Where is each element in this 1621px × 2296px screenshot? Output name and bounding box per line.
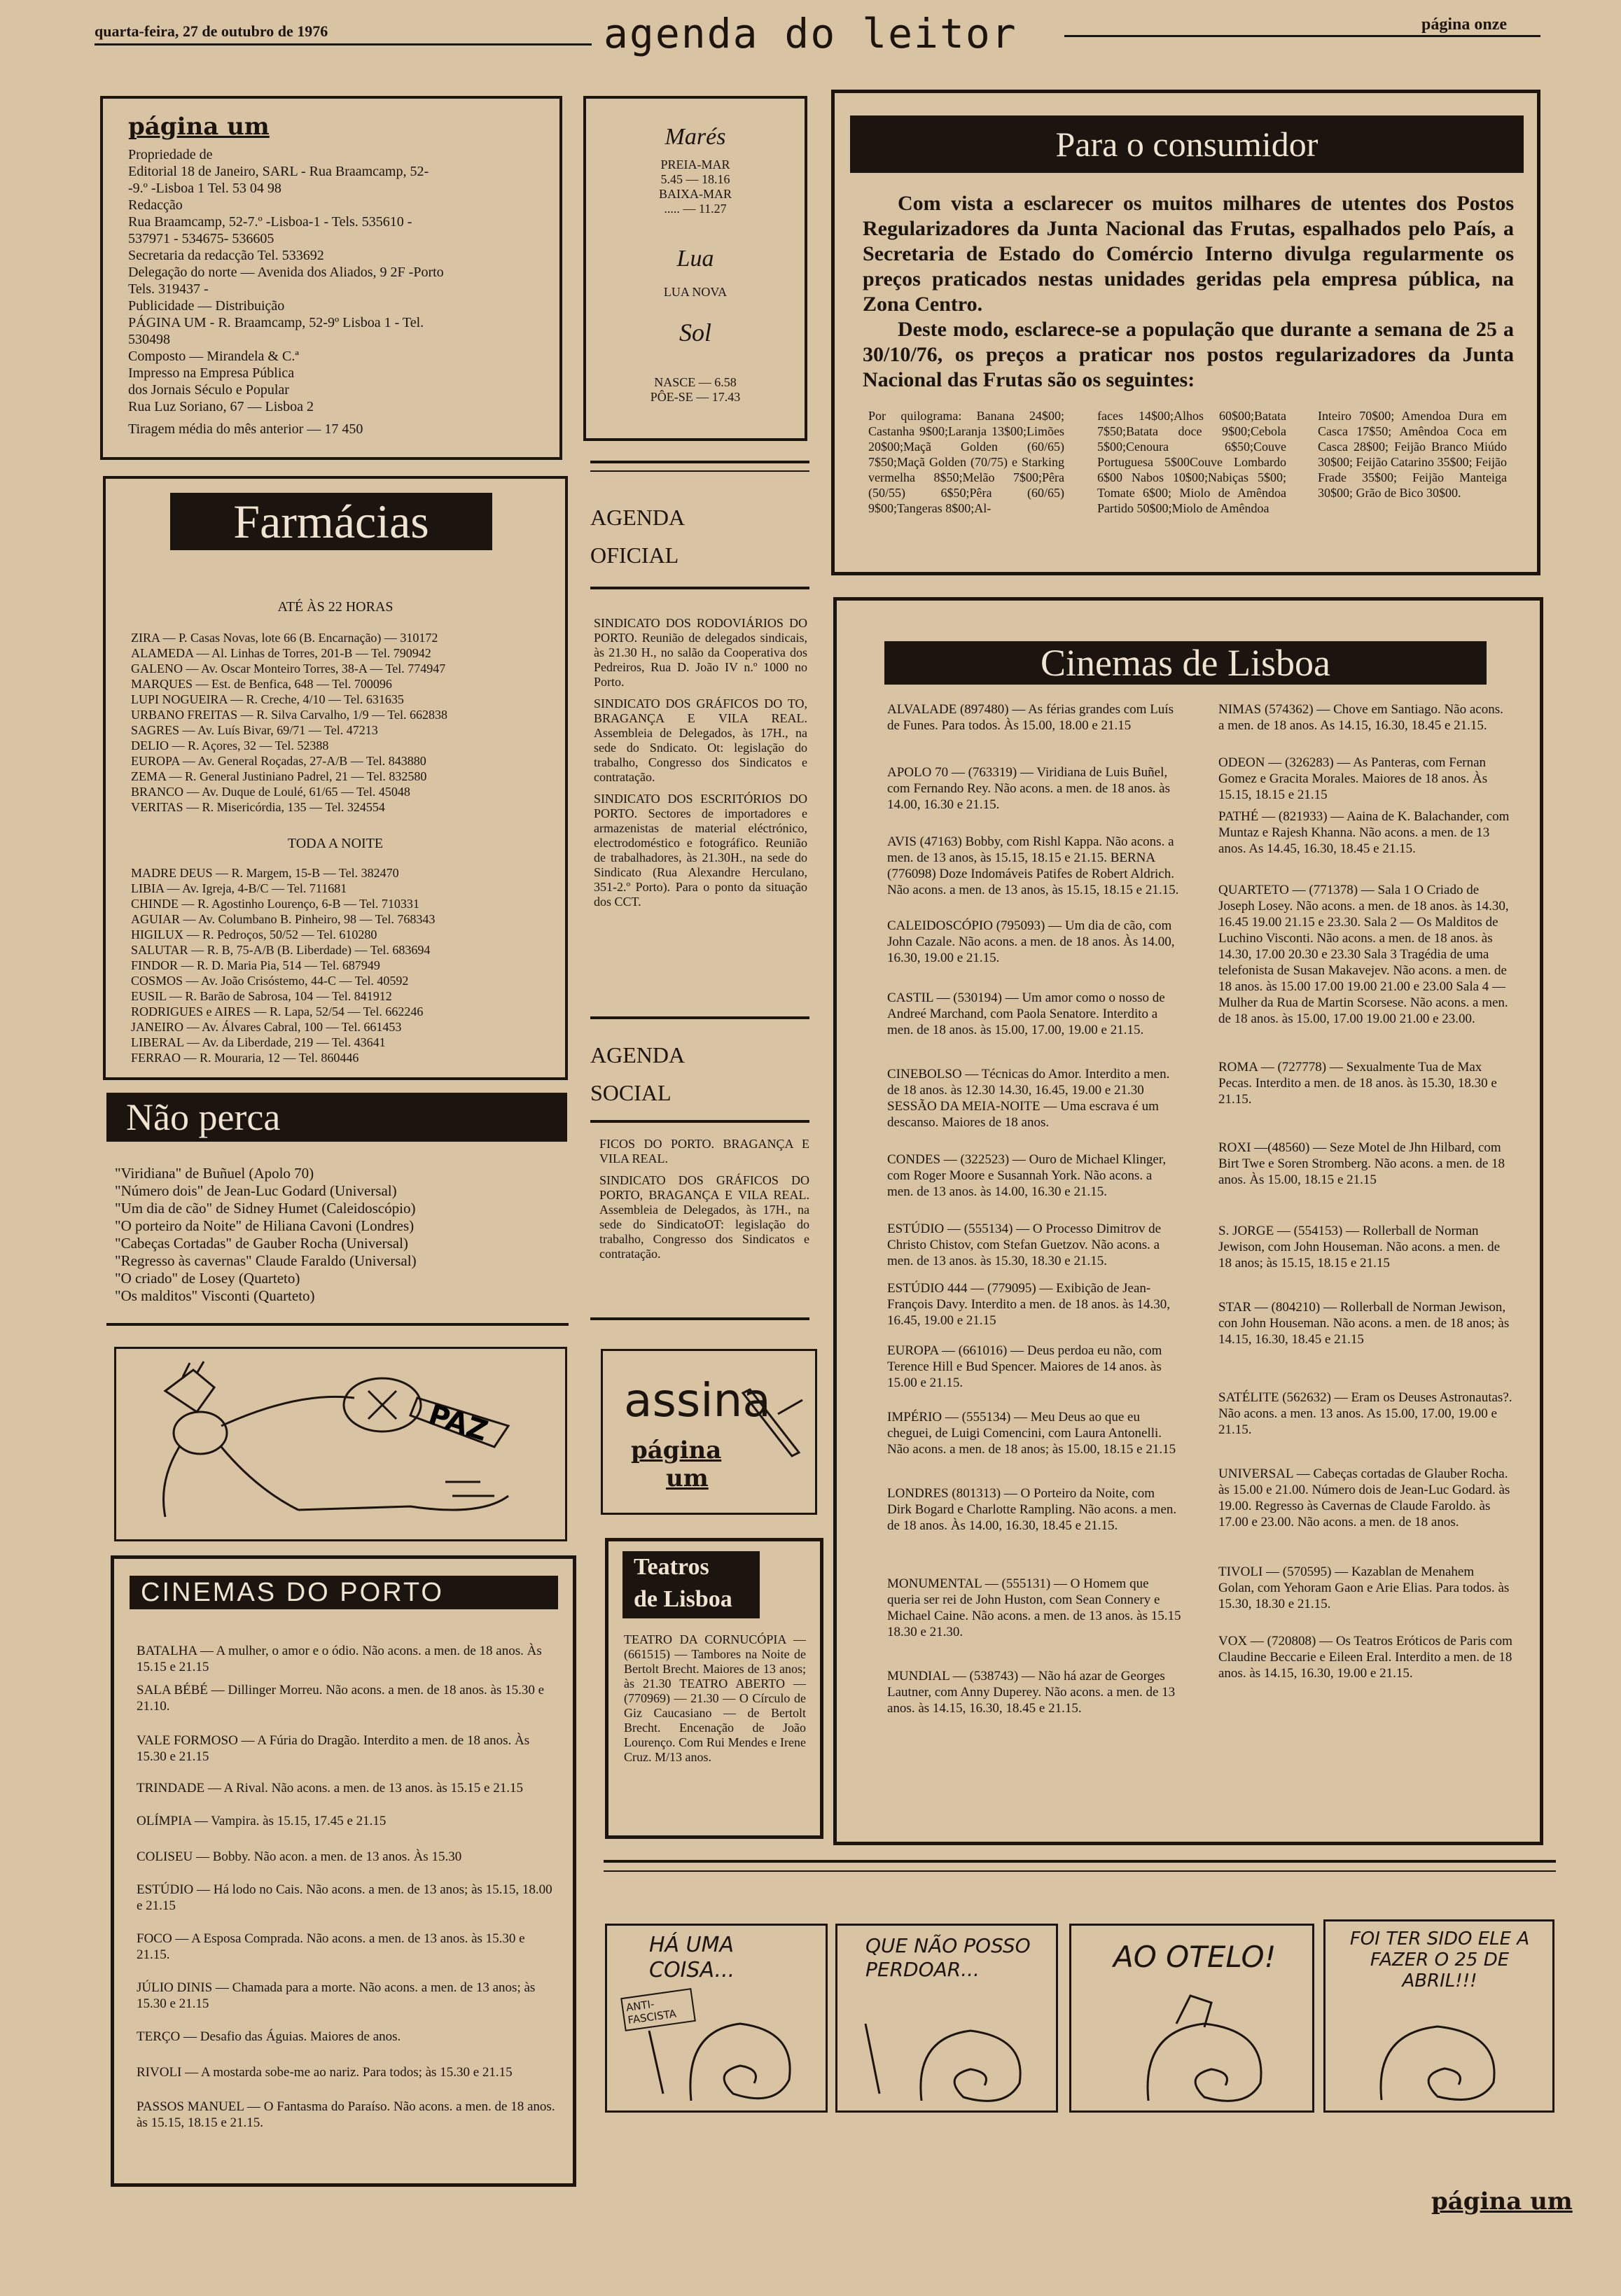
cartoon-paz-text: PAZ — [424, 1399, 492, 1448]
farmacia-item: EUROPA — Av. General Roçadas, 27-A/B — Tel. 843880 — [131, 754, 426, 768]
cinema-porto-item: ESTÚDIO — Há lodo no Cais. Não acons. a men. de 13 anos; às 15.15, 18.00 e 21.15 — [137, 1882, 552, 1913]
comic-panel-3-drawing — [1071, 1926, 1312, 2110]
cinema-porto-item: RIVOLI — A mostarda sobe-me ao nariz. Para todos; às 15.30 e 21.15 — [137, 2065, 513, 2080]
farmacia-item: DELIO — R. Açores, 32 — Tel. 52388 — [131, 738, 329, 752]
masthead-line: dos Jornais Século e Popular — [128, 382, 289, 398]
masthead-line: PÁGINA UM - R. Braamcamp, 52-9º Lisboa 1 - Tel. — [128, 315, 424, 330]
cinema-porto-item: BATALHA — A mulher, o amor e o ódio. Não acons. a men. de 18 anos. Às 15.15 e 21.15 — [137, 1644, 542, 1674]
cinemas-lisboa-right-col — [1218, 701, 1512, 1697]
consumidor-col-2: faces 14$00;Alhos 60$00;Batata 7$50;Batata doce 9$00;Cebola 5$00;Cenoura 6$50;Couve Portuguesa 5$00Couve Lombardo 6$00 Nabos 10$00;Nabiças 5$00; Tomate 6$00; Miolo de Amêndoa Partido 50$00;Miolo de Amêndoa — [1097, 409, 1286, 515]
cinema-porto-item: TRINDADE — A Rival. Não acons. a men. de 13 anos. às 15.15 e 21.15 — [137, 1781, 523, 1795]
cinemas-lisboa-title: Cinemas de Lisboa — [884, 641, 1487, 685]
masthead-line: Rua Braamcamp, 52-7.º -Lisboa-1 - Tels. 535610 - — [128, 214, 412, 230]
header-rule-left — [95, 43, 592, 46]
consumidor-intro-1: Com vista a esclarecer os muitos milhares de utentes dos Postos Regularizadores da Junta Nacional das Frutas, espalhados pelo País, a Secretaria de Estado do Comércio Interno divulga regularmente os preços praticados nestas unidades geridas pela empresa pública, na Zona Centro. — [863, 192, 1514, 316]
farmacia-item: EUSIL — R. Barão de Sabrosa, 104 — Tel. 841912 — [131, 989, 392, 1003]
farmacia-item: LIBIA — Av. Igreja, 4-B/C — Tel. 711681 — [131, 881, 347, 895]
cinema-lisboa-item: CALEIDOSCÓPIO (795093) — Um dia de cão, com John Cazale. Não acons. a men. de 18 anos. Às 14.00, 16.30, 19.00 e 21.15. — [887, 918, 1175, 965]
nao-perca-list — [115, 1165, 563, 1305]
farmacia-item: AGUIAR — Av. Columbano B. Pinheiro, 98 — Tel. 768343 — [131, 912, 436, 926]
mares-baixa: BAIXA-MAR — [658, 187, 732, 201]
farmacia-item: SAGRES — Av. Luís Bivar, 69/71 — Tel. 47213 — [131, 723, 378, 737]
agenda-rule-3 — [590, 587, 809, 589]
agenda-rule-1 — [590, 461, 809, 463]
masthead-line: Impresso na Empresa Pública — [128, 365, 295, 381]
cinema-lisboa-item: STAR — (804210) — Rollerball de Norman Jewison, con John Houseman. Não acons. a men. de 18 anos; às 14.15, 16.30, 18.45 e 21.15 — [1218, 1300, 1510, 1347]
comic-panel-1-text: HÁ UMA COISA... — [649, 1933, 735, 1982]
cinema-lisboa-item: CINEBOLSO — Técnicas do Amor. Interdito a men. de 18 anos. às 12.30 14.30, 16.45, 19.00 e 21.30 SESSÃO DA MEIA-NOITE — Uma escrava é um descanso. Maiores de 18 anos. — [887, 1067, 1170, 1130]
agenda-paragraph: SINDICATO DOS RODOVIÁRIOS DO PORTO. Reunião de delegados sindicais, às 21.30 H., no salão da Cooperativa dos Pedreiros, Rua D. João IV n.º 1000 no Porto. — [594, 616, 807, 689]
nao-perca-rule — [106, 1323, 569, 1326]
agenda-paragraph: FICOS DO PORTO. BRAGANÇA E VILA REAL. — [599, 1137, 809, 1166]
cinema-porto-item: JÚLIO DINIS — Chamada para a morte. Não acons. a men. de 13 anos; às 15.30 e 21.15 — [137, 1980, 536, 2011]
assina-line2: página — [631, 1436, 722, 1464]
masthead-line: Rua Luz Soriano, 67 — Lisboa 2 — [128, 399, 314, 414]
consumidor-col-3: Inteiro 70$00; Amendoa Dura em Casca 17$50; Amêndoa Coca em Casca 28$00; Feijão Branco Miúdo 30$00; Feijão Catarino 35$00; Feijão Frade 35$00; Feijão Manteiga 30$00; Grão de Bico 30$00. — [1318, 409, 1507, 500]
cinema-lisboa-item: CONDES — (322523) — Ouro de Michael Klinger, com Roger Moore e Susannah York. Não acons. a men. de 13 anos. às 14.00, 16.30 e 21.15. — [887, 1152, 1167, 1199]
cinema-lisboa-item: EUROPA — (661016) — Deus perdoa eu não, com Terence Hill e Bud Spencer. Maiores de 14 anos. às 15.00 e 21.15. — [887, 1343, 1162, 1390]
comic-rule-top-2 — [604, 1870, 1556, 1872]
pen-icon — [736, 1386, 806, 1470]
mares-preia-value: 5.45 — 18.16 — [660, 172, 730, 186]
cartoon-paz-drawing — [116, 1349, 565, 1539]
farmacia-item: FERRAO — R. Mouraria, 12 — Tel. 860446 — [131, 1051, 359, 1065]
cinema-lisboa-item: ROXI —(48560) — Seze Motel de Jhn Hilbard, com Birt Twe e Soren Stromberg. Não acons. a men. de 18 anos. Às 15.00, 18.15 e 21.15 — [1218, 1140, 1505, 1187]
cinema-porto-item: TERÇO — Desafio das Águias. Maiores de anos. — [137, 2029, 401, 2044]
cartoon-paz-box — [114, 1347, 567, 1541]
teatros-title — [622, 1551, 760, 1618]
cinemas-porto-title: CINEMAS DO PORTO — [130, 1576, 558, 1609]
masthead-line: Propriedade de — [128, 147, 213, 162]
sol-title: Sol — [679, 318, 711, 346]
teatros-title-1: Teatros — [634, 1554, 709, 1580]
masthead-tiragem: Tiragem média do mês anterior — 17 450 — [128, 421, 363, 437]
farmacia-item: FINDOR — R. D. Maria Pia, 514 — Tel. 687949 — [131, 958, 380, 972]
farmacia-item: ZEMA — R. General Justiniano Padrel, 21 — Tel. 832580 — [131, 769, 427, 783]
farmacia-item: MADRE DEUS — R. Margem, 15-B — Tel. 382470 — [131, 866, 399, 880]
farmacia-item: LIBERAL — Av. da Liberdade, 219 — Tel. 43641 — [131, 1035, 386, 1049]
consumidor-box — [831, 90, 1540, 575]
farmacia-item: LUPI NOGUEIRA — R. Creche, 4/10 — Tel. 631635 — [131, 692, 404, 706]
cinema-lisboa-item: NIMAS (574362) — Chove em Santiago. Não acons. a men. de 18 anos. As 14.15, 16.30, 18.45 e 21.15. — [1218, 702, 1503, 733]
header-page: página onze — [1421, 15, 1508, 34]
sol-poe: PÔE-SE — 17.43 — [650, 390, 741, 404]
farmacia-item: VERITAS — R. Misericórdia, 135 — Tel. 324554 — [131, 800, 385, 814]
masthead-line: Composto — Mirandela & C.ª — [128, 349, 299, 364]
consumidor-intro — [863, 191, 1514, 393]
farmacia-item: CHINDE — R. Agostinho Lourenço, 6-B — Tel. 710331 — [131, 897, 419, 911]
farmacia-item: ZIRA — P. Casas Novas, lote 66 (B. Encarnação) — 310172 — [131, 631, 438, 645]
cinema-lisboa-item: CASTIL — (530194) — Um amor como o nosso de Andreé Marchand, com Paola Senatore. Interdito a men. de 18 anos. às 15.00, 17.00, 19.00 e 21.15. — [887, 990, 1165, 1037]
cinema-lisboa-item: AVIS (47163) Bobby, com Rishl Kappa. Não acons. a men. de 13 anos, às 15.15, 18.15 e 21.15. BERNA (776098) Doze Indomáveis Patifes de Robert Aldrich. Não acons. a men. de 13 anos, às 15.15, 18.15 e 21.15. — [887, 834, 1179, 897]
cinema-lisboa-item: TIVOLI — (570595) — Kazablan de Menahem Golan, com Yehoram Gaon e Arie Elias. Para todos. às 15.30, 18.30 e 21.15. — [1218, 1564, 1510, 1611]
cinema-lisboa-item: ESTÚDIO 444 — (779095) — Exibição de Jean-François Davy. Interdito a men. de 18 anos. às 14.30, 16.45, 19.00 e 21.15 — [887, 1281, 1171, 1328]
cinema-lisboa-item: MUNDIAL — (538743) — Não há azar de Georges Lautner, com Anny Duperey. Não acons. a men. de 13 anos. às 14.15, 16.30, 18.45 e 21.15. — [887, 1669, 1176, 1716]
masthead-line: Redacção — [128, 197, 183, 213]
farmacia-item: BRANCO — Av. Duque de Loulé, 61/65 — Tel. 45048 — [131, 785, 410, 799]
comic-panel-2 — [835, 1924, 1058, 2113]
farmacia-item: HIGILUX — R. Pedroços, 50/52 — Tel. 610280 — [131, 927, 377, 941]
agenda-oficial-title — [590, 498, 685, 574]
sol-nasce: NASCE — 6.58 — [654, 375, 737, 389]
agenda-social-title — [590, 1036, 685, 1112]
cinema-porto-item: COLISEU — Bobby. Não acon. a men. de 13 anos. Às 15.30 — [137, 1849, 462, 1864]
agenda-oficial-body — [594, 616, 807, 916]
mares-box — [583, 96, 807, 441]
consumidor-col-1: Por quilograma: Banana 24$00; Castanha 9$00;Laranja 13$00;Limões 20$00;Maçã Golden (60/65) 7$50;Maçã Golden (70/75) e Starking vermelha 8$50;Melão 7$00;Pêra (50/55) 6$50;Pêra (60/65) 9$00;Tangeras 8$00;Al- — [868, 409, 1064, 515]
agenda-social-title-1: AGENDA — [590, 1042, 686, 1068]
comic-rule-top — [604, 1860, 1556, 1863]
cinema-lisboa-item: ALVALADE (897480) — As férias grandes com Luís de Funes. Para todos. Às 15.00, 18.00 e 21.15 — [887, 702, 1174, 733]
comic-panel-4-text: FOI TER SIDO ELE A FAZER O 25 DE ABRIL!!! — [1349, 1928, 1530, 1991]
header-date: quarta-feira, 27 de outubro de 1976 — [95, 22, 328, 40]
farmacias-box — [103, 476, 568, 1080]
agenda-paragraph: SINDICATO DOS GRÁFICOS DO PORTO, BRAGANÇA E VILA REAL. Assembleia de Delegados, às 17H., na sede do SindicatoOT: legislação do trabalho, Congresso dos Sindicatos e contratação. — [599, 1173, 809, 1261]
cinema-lisboa-item: UNIVERSAL — Cabeças cortadas de Glauber Rocha. às 15.00 e 21.00. Número dois de Jean-Luc Godard. às 19.00. Regresso às Cavernas de Claude Faroldo. às 17.00 e 23.00. Não acons. a men. de 18 anos. — [1218, 1466, 1510, 1530]
cinemas-lisboa-box — [833, 597, 1543, 1845]
nao-perca-item: "Viridiana" de Buñuel (Apolo 70) — [115, 1165, 314, 1182]
masthead-box — [100, 96, 562, 460]
nao-perca-item: "Regresso às cavernas" Claude Faraldo (Universal) — [115, 1252, 417, 1269]
farmacia-item: MARQUES — Est. de Benfica, 648 — Tel. 700096 — [131, 677, 392, 691]
masthead-logo: página um — [128, 113, 270, 141]
nao-perca-item: "Cabeças Cortadas" de Gauber Rocha (Universal) — [115, 1235, 408, 1252]
teatros-text: TEATRO DA CORNUCÓPIA — (661515) — Tambores na Noite de Bertolt Brecht. Maiores de 13 anos; às 21.30 TEATRO ABERTO — (770969) — 21.30 — O Círculo de Giz Caucasiano — de Bertolt Brecht. Encenação de João Lourenço. Com Rui Mendes e Irene Cruz. M/13 anos. — [624, 1632, 806, 1764]
comic-panel-2-drawing — [837, 1926, 1056, 2110]
nao-perca-item: "Os malditos" Visconti (Quarteto) — [115, 1287, 315, 1304]
farmacias-sub1: ATÉ ÀS 22 HORAS — [277, 599, 394, 615]
cinema-lisboa-item: APOLO 70 — (763319) — Viridiana de Luis Buñel, com Fernando Rey. Não acons. a men. de 18 anos. às 14.00, 16.30 e 21.15. — [887, 765, 1170, 812]
comic-panel-1 — [605, 1924, 828, 2113]
nao-perca-item: "O porteiro da Noite" de Hiliana Cavoni (Londres) — [115, 1217, 415, 1234]
mares-baixa-value: ..... — 11.27 — [664, 202, 727, 216]
cinema-porto-item: SALA BÉBÉ — Dillinger Morreu. Não acons. a men. de 18 anos. às 15.30 e 21.10. — [137, 1683, 545, 1714]
agenda-oficial-title-2: OFICIAL — [590, 542, 679, 568]
comic-panel-3 — [1069, 1924, 1314, 2113]
agenda-social-title-2: SOCIAL — [590, 1080, 672, 1105]
comic-panel-1-drawing — [607, 1926, 826, 2110]
masthead-line: Secretaria da redacção Tel. 533692 — [128, 248, 324, 263]
footer-logo: página um — [1431, 2188, 1573, 2216]
cinema-porto-item: OLÍMPIA — Vampira. às 15.15, 17.45 e 21.15 — [137, 1814, 387, 1828]
cinema-lisboa-item: SATÉLITE (562632) — Eram os Deuses Astronautas?. Não acons. a men. 13 anos. As 15.00, 17.00, 19.00 e 21.15. — [1218, 1390, 1512, 1437]
nao-perca-item: "Um dia de cão" de Sidney Humet (Caleidoscópio) — [115, 1200, 416, 1217]
masthead-line: Editorial 18 de Janeiro, SARL - Rua Braamcamp, 52- — [128, 164, 429, 179]
assina-line1: assina — [624, 1373, 771, 1427]
cinema-porto-item: VALE FORMOSO — A Fúria do Dragão. Interdito a men. de 18 anos. Às 15.30 e 21.15 — [137, 1733, 530, 1764]
consumidor-intro-2: Deste modo, esclarece-se a população que durante a semana de 25 a 30/10/76, os preços a praticar nos postos regularizadores da Junta Nacional das Frutas são os seguintes: — [863, 318, 1514, 391]
agenda-rule-4 — [590, 1016, 809, 1019]
agenda-rule-5 — [590, 1120, 809, 1123]
masthead-line: Publicidade — Distribuição — [128, 298, 285, 314]
agenda-paragraph: SINDICATO DOS GRÁFICOS DO TO, BRAGANÇA E VILA REAL. Assembleia de Delegados, às 17H., na sede do Sndicato. Ot: legislação do trabalho, Congresso dos Sindicatos e contratação. — [594, 696, 807, 784]
agenda-oficial-title-1: AGENDA — [590, 505, 686, 530]
nao-perca-item: "Número dois" de Jean-Luc Godard (Universal) — [115, 1182, 397, 1199]
nao-perca-item: "O criado" de Losey (Quarteto) — [115, 1270, 300, 1287]
mares-preia: PREIA-MAR — [660, 158, 730, 172]
masthead-line: Delegação do norte — Avenida dos Aliados, 9 2F -Porto — [128, 265, 444, 280]
farmacia-item: GALENO — Av. Oscar Monteiro Torres, 38-A — Tel. 774947 — [131, 662, 446, 676]
farmacias-title: Farmácias — [170, 493, 492, 550]
cinema-porto-item: FOCO — A Esposa Comprada. Não acons. a men. de 13 anos. às 15.30 e 21.15. — [137, 1931, 525, 1962]
cinema-lisboa-item: VOX — (720808) — Os Teatros Eróticos de Paris com Claudine Beccarie e Eileen Eral. Interdito a men. de 18 anos. às 14.15, 16.30, 19.00 e 21.15. — [1218, 1634, 1512, 1681]
masthead-line: 537971 - 534675- 536605 — [128, 231, 274, 246]
cinema-porto-item: PASSOS MANUEL — O Fantasma do Paraíso. Não acons. a men. de 18 anos. às 15.15, 18.15 e 21.15. — [137, 2099, 555, 2130]
farmacia-item: COSMOS — Av. João Crisóstemo, 44-C — Tel. 40592 — [131, 974, 409, 988]
assina-box — [601, 1349, 817, 1515]
farmacia-item: RODRIGUES e AIRES — R. Lapa, 52/54 — Tel. 662246 — [131, 1004, 424, 1018]
masthead-line: Tels. 319437 - — [128, 281, 209, 297]
consumidor-title: Para o consumidor — [850, 115, 1524, 173]
cinema-lisboa-item: ESTÚDIO — (555134) — O Processo Dimitrov de Christo Chistov, com Stefan Guetzov. Não acons. a men. de 13 anos. às 15.30, 18.30 e 21.15. — [887, 1222, 1162, 1268]
teatros-box — [605, 1538, 823, 1839]
masthead-line: 530498 — [128, 332, 170, 347]
agenda-social-body — [599, 1137, 809, 1268]
comic-panel-2-text: QUE NÃO POSSO PERDOAR... — [865, 1934, 1031, 1981]
cinemas-lisboa-left-col — [887, 701, 1181, 1732]
cinema-lisboa-item: QUARTETO — (771378) — Sala 1 O Criado de Joseph Losey. Não acons. a men. de 18 anos. às 14.30, 16.45 19.00 21.15 e 23.30. Sala 2 — Os Malditos de Luchino Visconti. Não acons. a men. de 18 anos. às 14.30, 17.00 20.30 e 23.30 Sala 3 Tragédia de uma telefonista de Susan Makavejev. Não acons. a men. de 18 anos. às 15.00 17.00 19.00 21.00 e 23.00 Sala 4 — Mulher da Rua de Martin Scorsese. Não acons. a men. de 18 anos. às 15.00, 17.00 19.00 21.00 e 23.00. — [1218, 883, 1509, 1026]
header-title: agenda do leitor — [604, 10, 1017, 57]
agenda-rule-6 — [590, 1317, 809, 1320]
farmacia-item: SALUTAR — R. B, 75-A/B (B. Liberdade) — Tel. 683694 — [131, 943, 431, 957]
comic-panel-4 — [1323, 1919, 1554, 2113]
cinema-lisboa-item: LONDRES (801313) — O Porteiro da Noite, com Dirk Bogard e Charlotte Rampling. Não acons. a men. de 18 anos. Às 14.00, 16.30, 18.45 e 21.15. — [887, 1486, 1177, 1533]
cinema-lisboa-item: S. JORGE — (554153) — Rollerball de Norman Jewison, com John Houseman. Não acons. a men. de 18 anos; às 15.15, 18.15 e 21.15 — [1218, 1224, 1501, 1270]
comic-panel-1-sign: ANTI-FASCISTA — [620, 1988, 696, 2031]
farmacia-item: JANEIRO — Av. Álvares Cabral, 100 — Tel. 661453 — [131, 1020, 402, 1034]
agenda-paragraph: SINDICATO DOS ESCRITÓRIOS DO PORTO. Sectores de importadores e armazenistas de material eléctrónico, electrodoméstico e fotográfico. Reunião de trabalhadores, às 21.30H., na sede do Sindicato (Rua Alexandre Herculano, 351-2.º Porto). Para o ponto da situação dos CCT. — [594, 792, 807, 909]
cinema-lisboa-item: IMPÉRIO — (555134) — Meu Deus ao que eu cheguei, de Luigi Comencini, com Laura Antonelli. Não acons. a men. de 18 anos; às 15.00, 18.15 e 21.15 — [887, 1410, 1176, 1457]
assina-line3: um — [666, 1464, 709, 1492]
farmacias-sub2: TODA A NOITE — [287, 836, 384, 851]
teatros-title-2: de Lisboa — [634, 1586, 732, 1612]
header-rule-right — [1064, 35, 1540, 37]
lua-value: LUA NOVA — [663, 285, 728, 299]
comic-panel-3-text: AO OTELO! — [1113, 1940, 1276, 1974]
masthead-line: -9.º -Lisboa 1 Tel. 53 04 98 — [128, 181, 281, 196]
comic-panel-4-drawing — [1326, 1921, 1552, 2110]
mares-title: Marés — [665, 124, 726, 150]
nao-perca-title: Não perca — [106, 1093, 567, 1142]
cinema-lisboa-item: MONUMENTAL — (555131) — O Homem que queria ser rei de John Huston, com Sean Connery e Michael Caine. Não acons. a men. de 13 anos. às 15.15 18.30 e 21.30. — [887, 1576, 1181, 1639]
cinemas-porto-box — [111, 1555, 576, 2187]
farmacia-item: URBANO FREITAS — R. Silva Carvalho, 1/9 — Tel. 662838 — [131, 708, 447, 722]
agenda-rule-2 — [590, 470, 809, 472]
cinema-lisboa-item: ROMA — (727778) — Sexualmente Tua de Max Pecas. Interdito a men. de 18 anos. às 15.30, 18.30 e 21.15. — [1218, 1060, 1497, 1107]
cinema-lisboa-item: ODEON — (326283) — As Panteras, com Fernan Gomez e Gracita Morales. Maiores de 18 anos. Às 15.15, 18.15 e 21.15 — [1218, 755, 1488, 802]
cinema-lisboa-item: PATHÉ — (821933) — Aaina de K. Balachander, com Muntaz e Rajesh Khanna. Não acons. a men. de 13 anos. As 14.45, 16.30, 18.45 e 21.15. — [1218, 809, 1510, 856]
farmacia-item: ALAMEDA — Al. Linhas de Torres, 201-B — Tel. 790942 — [131, 646, 431, 660]
lua-title: Lua — [676, 246, 714, 272]
